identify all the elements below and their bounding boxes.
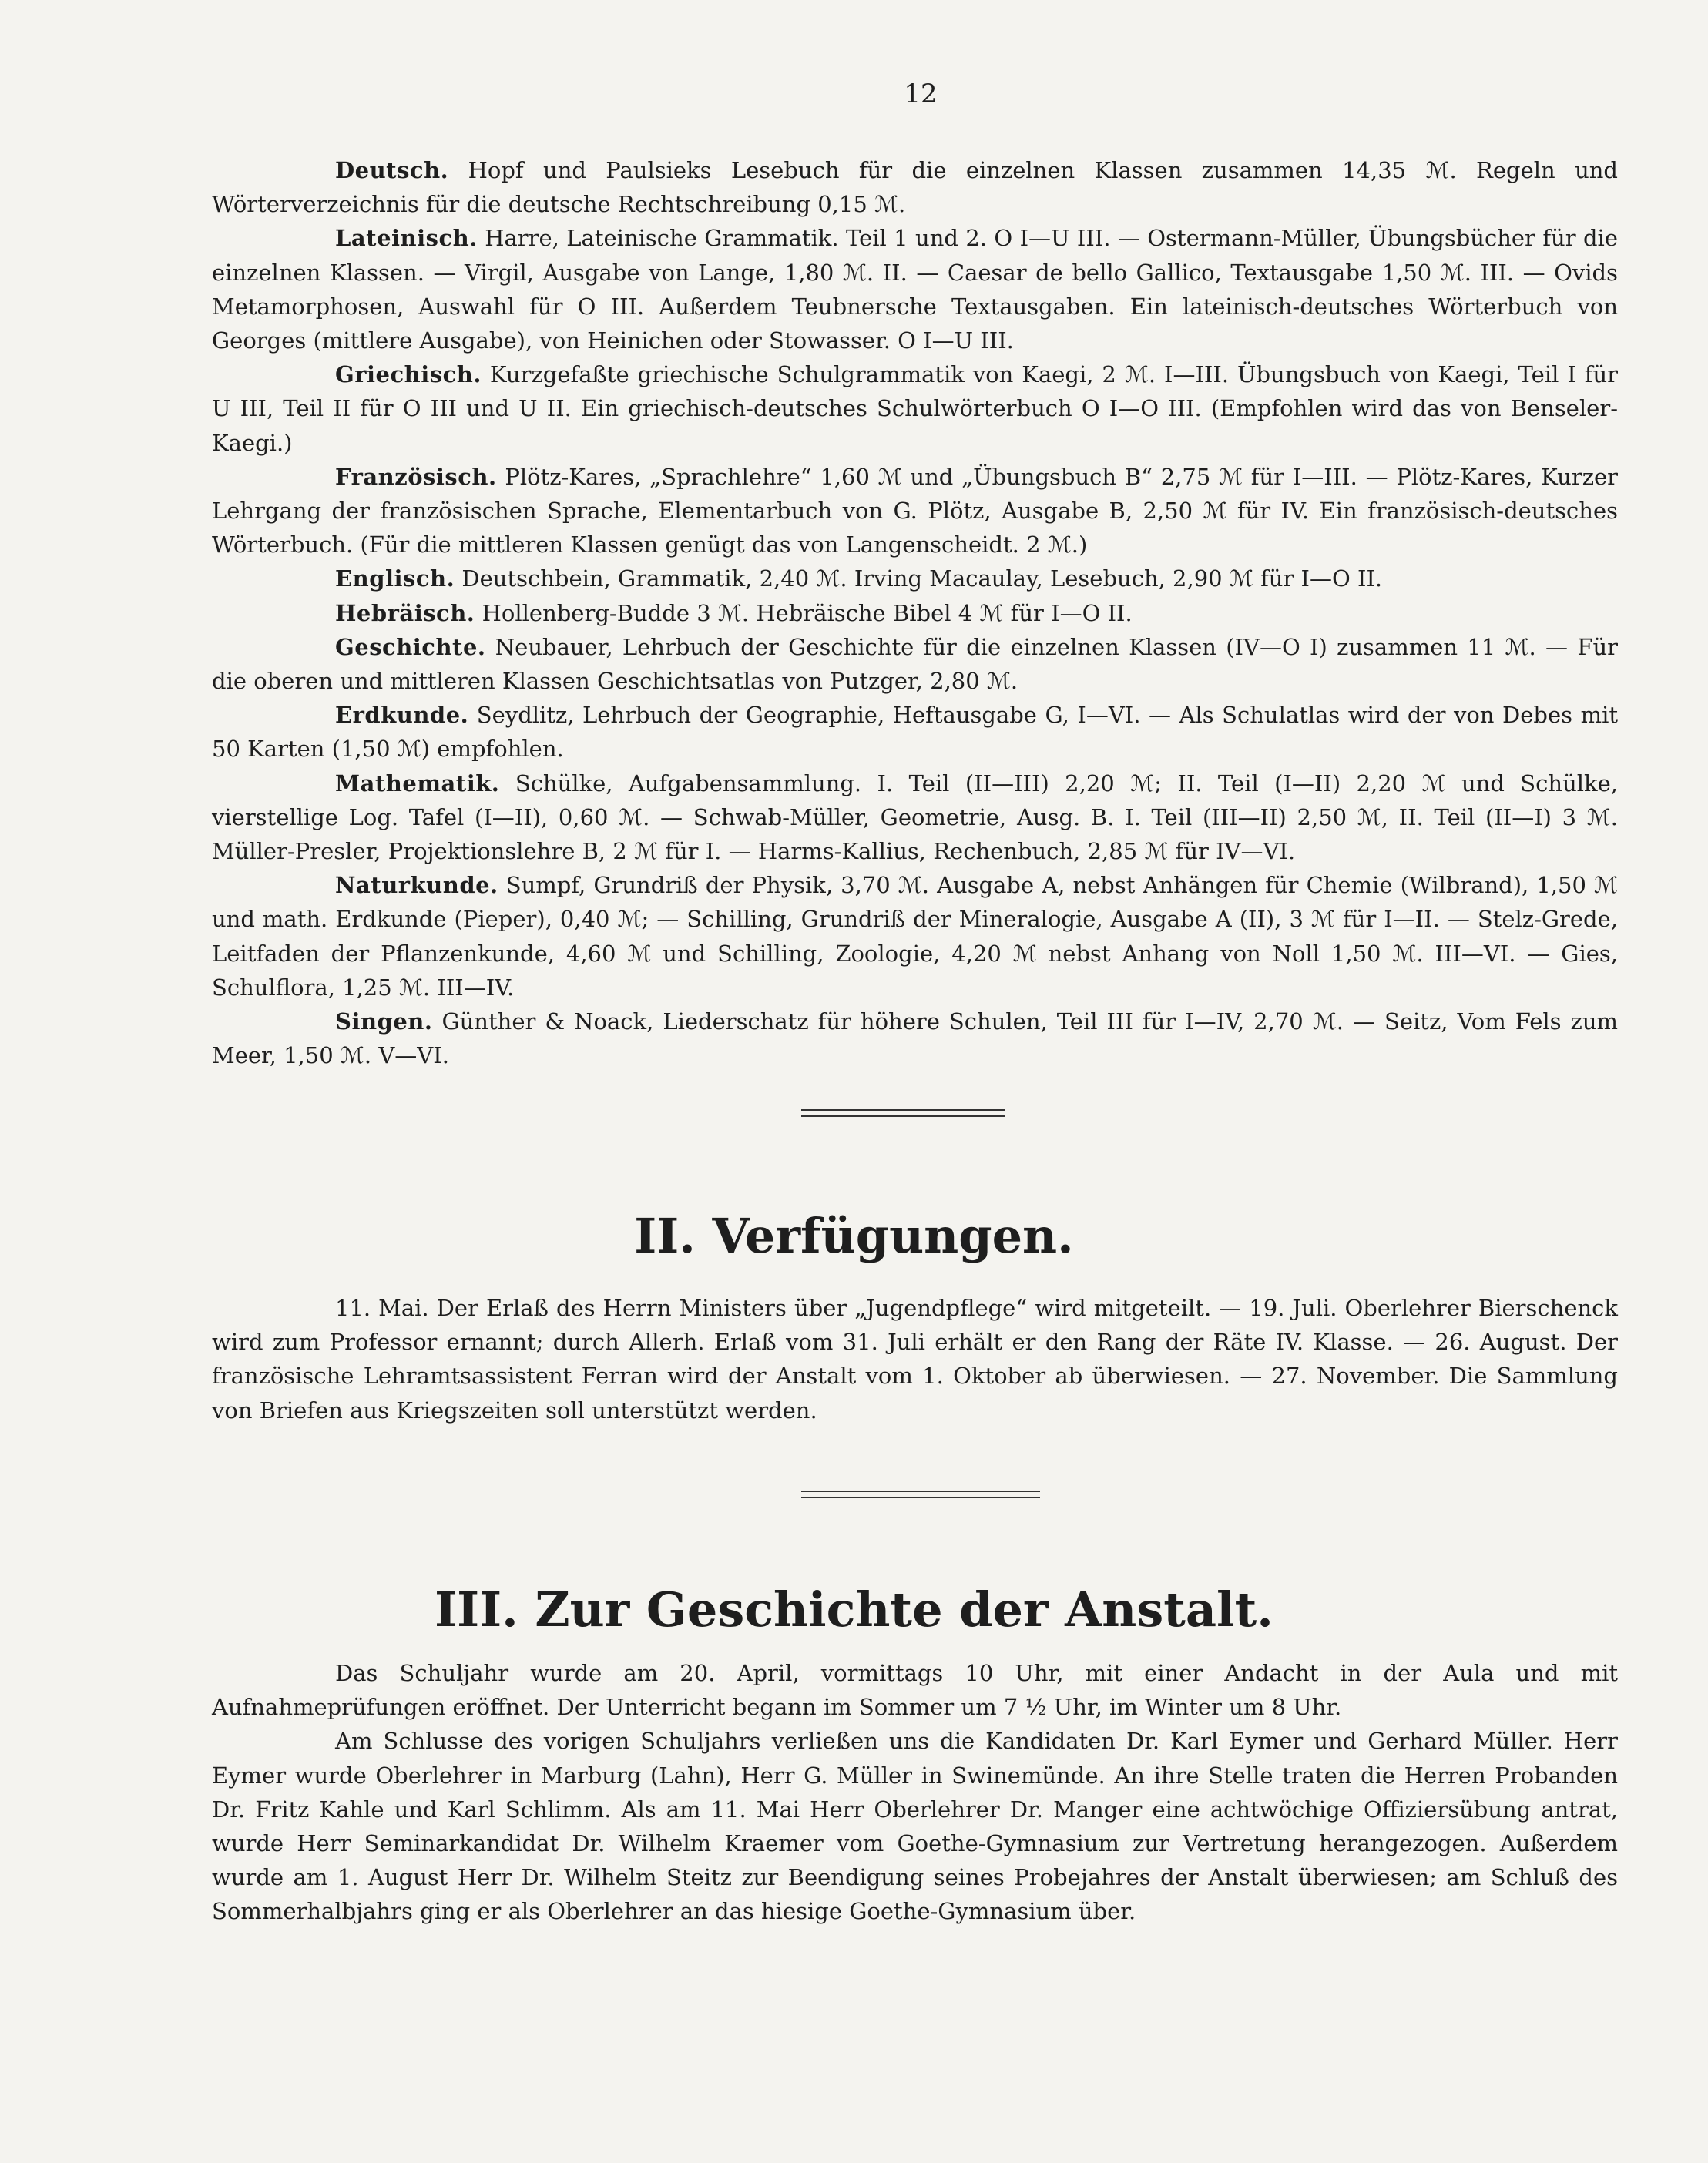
textbook-entry-erdkunde	[212, 698, 1618, 766]
textbook-entry-mathematik	[212, 766, 1618, 869]
subject-text: Plötz-Kares, „Sprachlehre“ 1,60 ℳ und „Übungsbuch B“ 2,75 ℳ für I—III. — Plötz-Kares, Kurzer Lehrgang der französischen Sprache, Elementarbuch von G. Plötz, Ausgabe B, 2,50 ℳ für IV. Ein französisch-deutsches Wörterbuch. (Für die mittleren Klassen genügt das von Langenscheidt. 2 ℳ.)	[212, 463, 1618, 558]
section-divider	[801, 1109, 1005, 1117]
section-3-paragraph: Das Schuljahr wurde am 20. April, vormittags 10 Uhr, mit einer Andacht in der Aula und mit Aufnahmeprüfungen eröffnet. Der Unterricht begann im Sommer um 7 ½ Uhr, im Winter um 8 Uhr.	[212, 1660, 1618, 1721]
subject-text: Harre, Lateinische Grammatik. Teil 1 und 2. O I—U III. — Ostermann-Müller, Übungsbücher für die einzelnen Klassen. — Virgil, Ausgabe von Lange, 1,80 ℳ. II. — Caesar de bello Gallico, Textausgabe 1,50 ℳ. III. — Ovids Metamorphosen, Auswahl für O III. Außerdem Teubnersche Textausgaben. Ein lateinisch-deutsches Wörterbuch von Georges (mittlere Ausgabe), von Heinichen oder Stowasser. O I—U III.	[212, 225, 1618, 354]
subject-label: Singen.	[335, 1008, 433, 1035]
textbook-entry-franzoesisch	[212, 460, 1618, 562]
subject-label: Deutsch.	[335, 157, 449, 183]
textbook-list	[212, 153, 1618, 1072]
subject-label: Erdkunde.	[335, 702, 469, 729]
subject-label: Geschichte.	[335, 633, 486, 660]
subject-text: Deutschbein, Grammatik, 2,40 ℳ. Irving Macaulay, Lesebuch, 2,90 ℳ für I—O II.	[461, 565, 1383, 592]
subject-text: Hollenberg-Budde 3 ℳ. Hebräische Bibel 4 ℳ für I—O II.	[482, 599, 1133, 626]
subject-label: Lateinisch.	[335, 225, 478, 252]
textbook-entry-singen	[212, 1004, 1618, 1072]
subject-text: Schülke, Aufgabensammlung. I. Teil (II—III) 2,20 ℳ; II. Teil (I—II) 2,20 ℳ und Schülke, vierstellige Log. Tafel (I—II), 0,60 ℳ. — Schwab-Müller, Geometrie, Ausg. B. I. Teil (III—II) 2,50 ℳ, II. Teil (II—I) 3 ℳ. Müller-Presler, Projektionslehre B, 2 ℳ für I. — Harms-Kallius, Rechenbuch, 2,85 ℳ für IV—VI.	[212, 770, 1618, 865]
subject-text: Sumpf, Grundriß der Physik, 3,70 ℳ. Ausgabe A, nebst Anhängen für Chemie (Wilbrand), 1,50 ℳ und math. Erdkunde (Pieper), 0,40 ℳ; — Schilling, Grundriß der Mineralogie, Ausgabe A (II), 3 ℳ für I—II. — Stelz-Grede, Leitfaden der Pflanzenkunde, 4,60 ℳ und Schilling, Zoologie, 4,20 ℳ nebst Anhang von Noll 1,50 ℳ. III—VI. — Gies, Schulflora, 1,25 ℳ. III—IV.	[212, 872, 1618, 1001]
section-3-paragraph: Am Schlusse des vorigen Schuljahrs verließen uns die Kandidaten Dr. Karl Eymer und Gerhard Müller. Herr Eymer wurde Oberlehrer in Marburg (Lahn), Herr G. Müller in Swinemünde. An ihre Stelle traten die Herren Probanden Dr. Fritz Kahle und Karl Schlimm. Als am 11. Mai Herr Oberlehrer Dr. Manger eine achtwöchige Offiziersübung antrat, wurde Herr Seminarkandidat Dr. Wilhelm Kraemer vom Goethe-Gymnasium zur Vertretung herangezogen. Außerdem wurde am 1. August Herr Dr. Wilhelm Steitz zur Beendigung seines Probejahres der Anstalt überwiesen; am Schluß des Sommerhalbjahrs ging er als Oberlehrer an das hiesige Goethe-Gymnasium über.	[212, 1728, 1618, 1925]
textbook-entry-griechisch	[212, 357, 1618, 460]
section-2-paragraph: 11. Mai. Der Erlaß des Herrn Ministers über „Jugendpflege“ wird mitgeteilt. — 19. Juli. Oberlehrer Bierschenck wird zum Professor ernannt; durch Allerh. Erlaß vom 31. Juli erhält er den Rang der Räte IV. Klasse. — 26. August. Der französische Lehramtsassistent Ferran wird der Anstalt vom 1. Oktober ab überwiesen. — 27. November. Die Sammlung von Briefen aus Kriegszeiten soll unterstützt werden.	[212, 1295, 1618, 1424]
section-2-body	[212, 1291, 1618, 1427]
textbook-entry-lateinisch	[212, 221, 1618, 357]
subject-label: Mathematik.	[335, 770, 500, 796]
textbook-entry-naturkunde	[212, 868, 1618, 1004]
subject-text: Seydlitz, Lehrbuch der Geographie, Heftausgabe G, I—VI. — Als Schulatlas wird der von Debes mit 50 Karten (1,50 ℳ) empfohlen.	[212, 702, 1618, 763]
page-number: 12	[904, 79, 938, 109]
subject-label: Griechisch.	[335, 361, 482, 388]
subject-text: Hopf und Paulsieks Lesebuch für die einzelnen Klassen zusammen 14,35 ℳ. Regeln und Wörterverzeichnis für die deutsche Rechtschreibung 0,15 ℳ.	[212, 157, 1618, 218]
subject-text: Kurzgefaßte griechische Schulgrammatik von Kaegi, 2 ℳ. I—III. Übungsbuch von Kaegi, Teil I für U III, Teil II für O III und U II. Ein griechisch-deutsches Schulwörterbuch O I—O III. (Empfohlen wird das von Benseler-Kaegi.)	[212, 361, 1619, 456]
subject-label: Französisch.	[335, 463, 497, 490]
textbook-entry-englisch	[212, 562, 1618, 595]
subject-label: Hebräisch.	[335, 599, 475, 626]
section-3-body	[212, 1656, 1618, 1929]
textbook-entry-deutsch	[212, 153, 1618, 221]
subject-text: Neubauer, Lehrbuch der Geschichte für die einzelnen Klassen (IV—O I) zusammen 11 ℳ. — Für die oberen und mittleren Klassen Geschichtsatlas von Putzger, 2,80 ℳ.	[212, 633, 1618, 695]
section-divider	[801, 1491, 1040, 1498]
section-2-title: II. Verfügungen.	[634, 1208, 1074, 1264]
textbook-entry-geschichte	[212, 630, 1618, 698]
subject-label: Englisch.	[335, 565, 455, 592]
textbook-entry-hebraeisch	[212, 596, 1618, 630]
section-3-title: III. Zur Geschichte der Anstalt.	[435, 1581, 1273, 1638]
subject-text: Günther & Noack, Liederschatz für höhere Schulen, Teil III für I—IV, 2,70 ℳ. — Seitz, Vom Fels zum Meer, 1,50 ℳ. V—VI.	[212, 1008, 1619, 1069]
subject-label: Naturkunde.	[335, 872, 498, 899]
